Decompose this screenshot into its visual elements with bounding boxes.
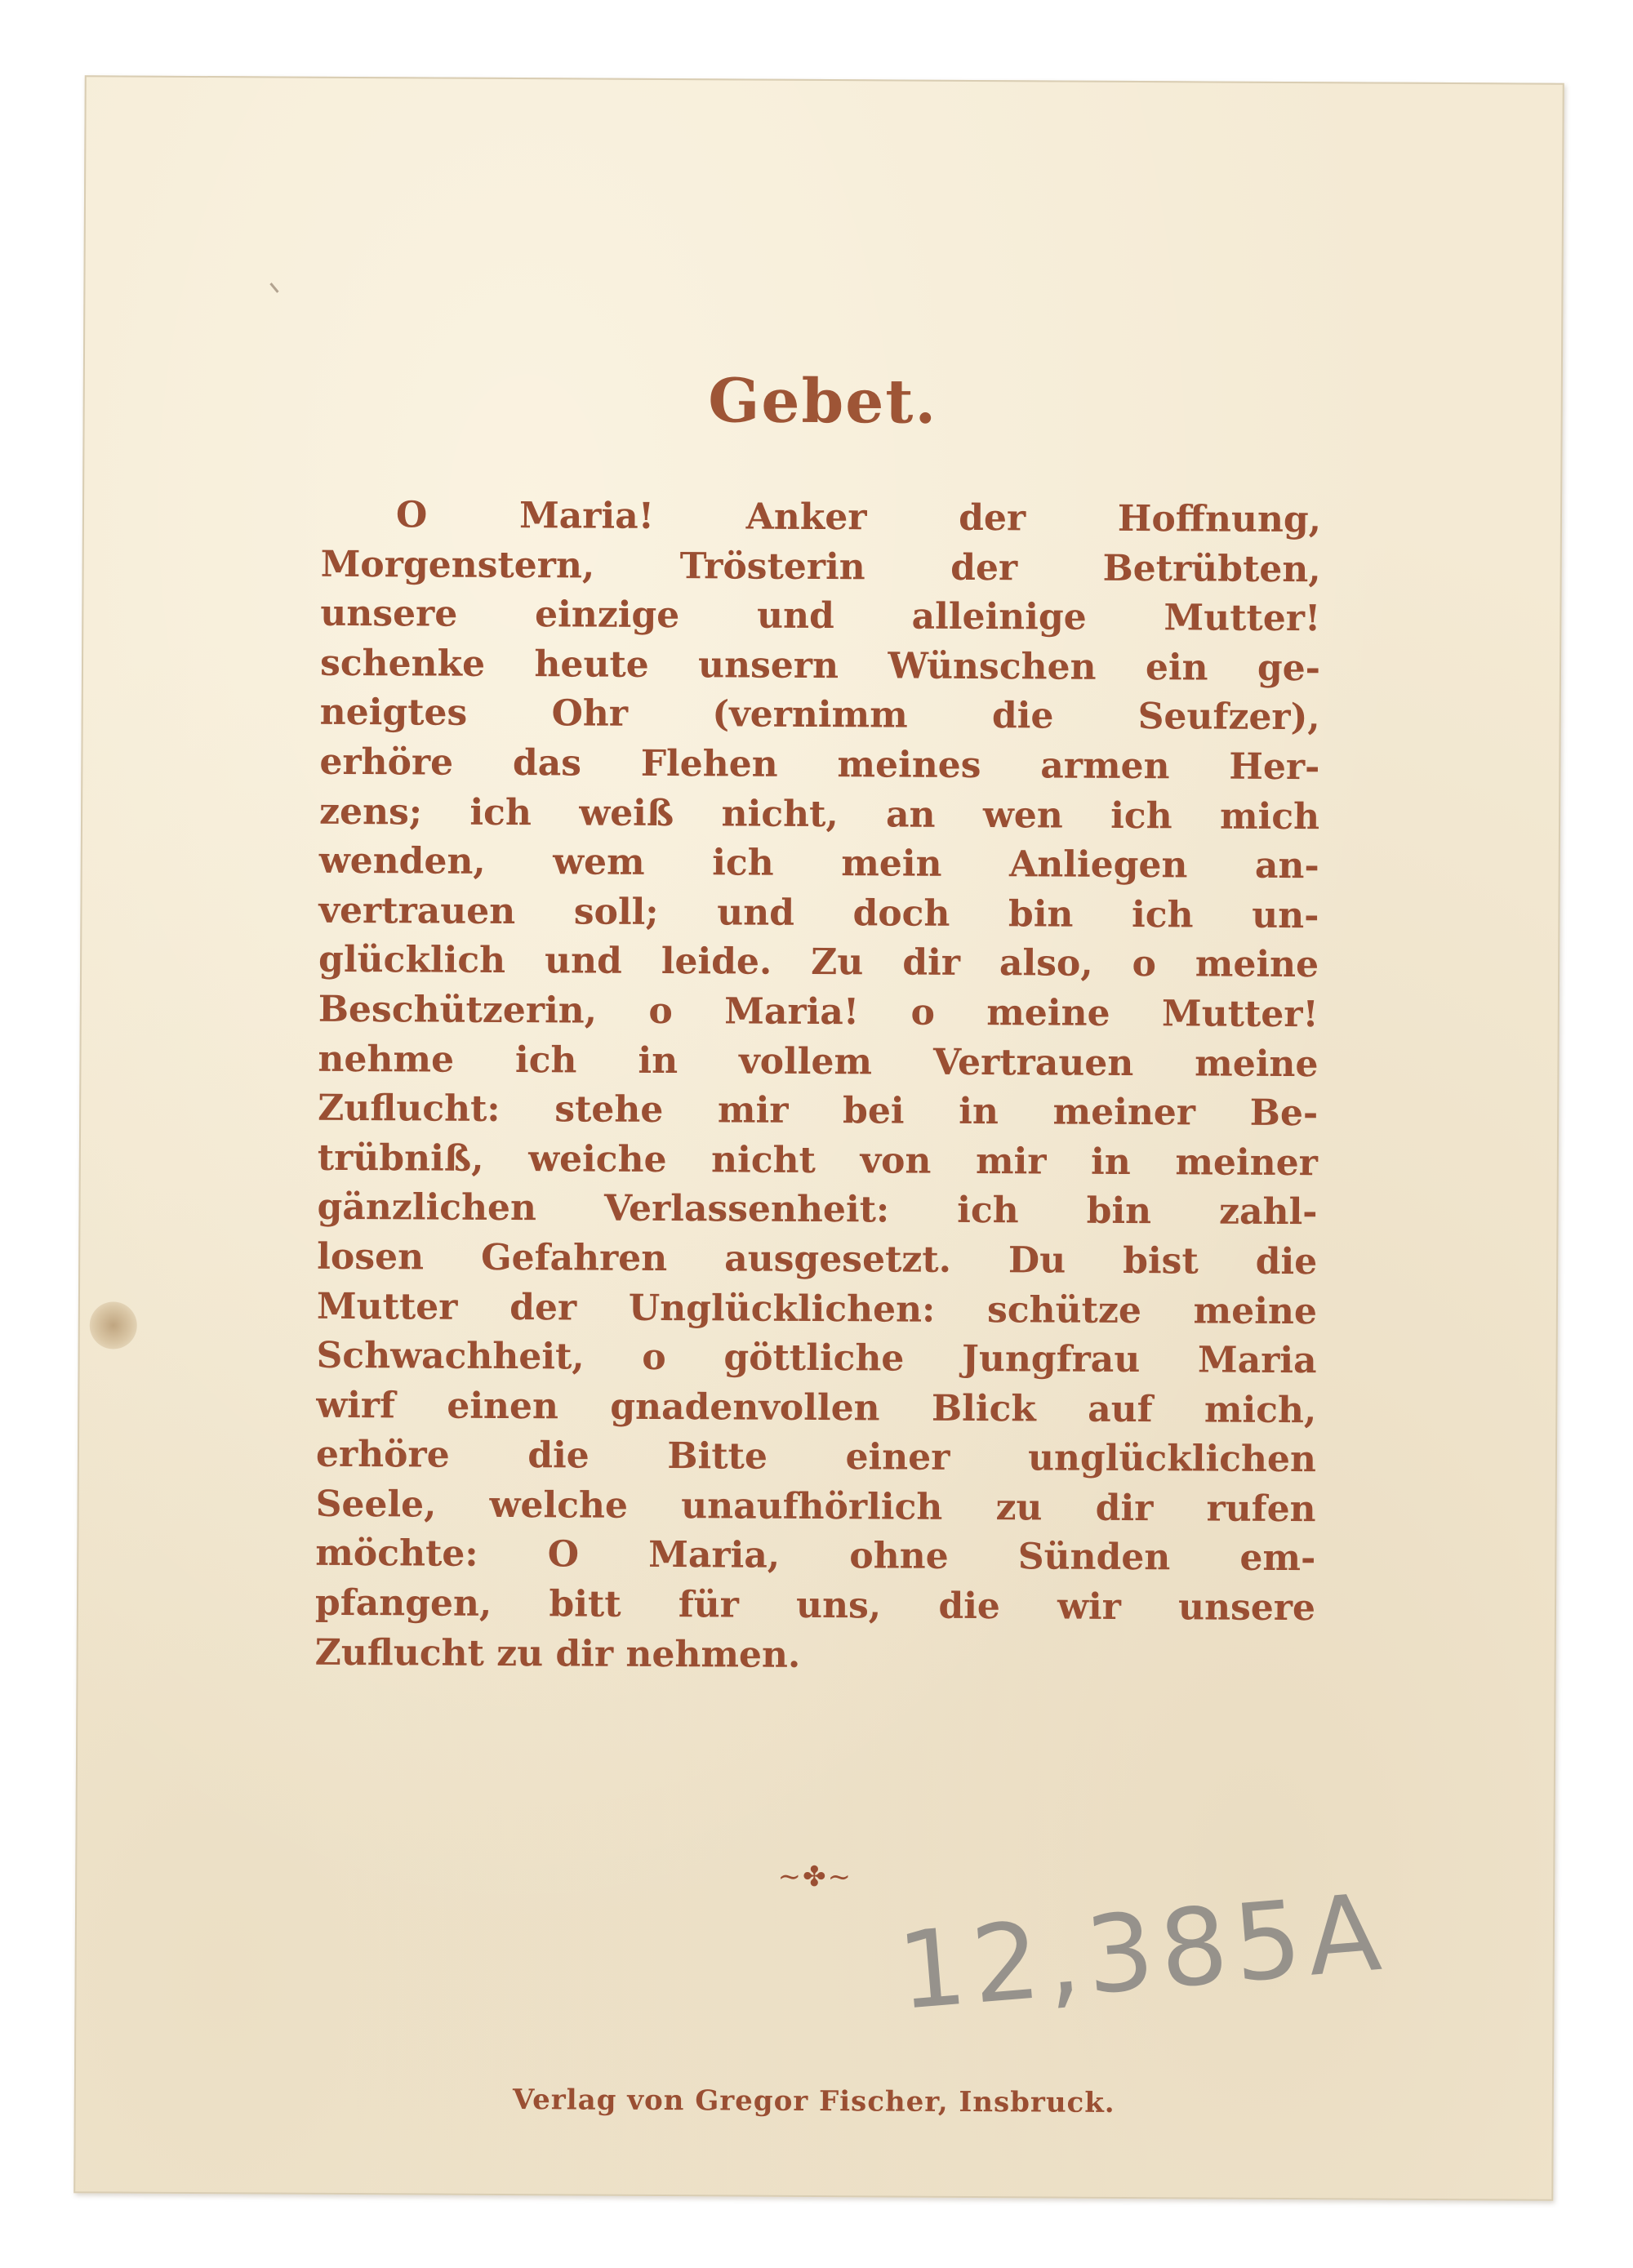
prayer-line: trübniß, weiche nicht von mir in meiner [317, 1136, 1318, 1184]
prayer-line: pfangen, bitt für uns, die wir unsere [314, 1581, 1316, 1630]
prayer-line: Zuflucht zu dir nehmen. [314, 1631, 801, 1676]
prayer-line: neigtes Ohr (vernimm die Seufzer), [319, 692, 1320, 739]
prayer-line: wirf einen gnadenvollen Blick auf mich, [316, 1384, 1317, 1431]
stain-spot [90, 1301, 137, 1349]
inventory-number: 12,385A [893, 1870, 1392, 2034]
prayer-line: Morgenstern, Trösterin der Betrübten, [320, 543, 1321, 590]
ornament-divider: ~✤~ [777, 1860, 853, 1894]
prayer-line: vertrauen soll; und doch bin ich un- [318, 889, 1319, 936]
prayer-line: gänzlichen Verlassenheit: ich bin zahl- [317, 1186, 1318, 1234]
card-title: Gebet. [707, 366, 938, 438]
prayer-line: Mutter der Unglücklichen: schütze meine [316, 1285, 1318, 1332]
prayer-line: nehme ich in vollem Vertrauen meine [318, 1038, 1319, 1085]
prayer-line: glücklich und leide. Zu dir also, o meine [318, 939, 1319, 986]
prayer-line: Zuflucht: stehe mir bei in meiner Be- [318, 1087, 1319, 1135]
prayer-line: losen Gefahren ausgesetzt. Du bist die [317, 1235, 1318, 1283]
prayer-line: möchte: O Maria, ohne Sünden em- [315, 1532, 1316, 1580]
prayer-line: wenden, wem ich mein Anliegen an- [318, 839, 1319, 887]
prayer-line: erhöre das Flehen meines armen Her- [319, 740, 1320, 789]
prayer-line: schenke heute unsern Wünschen ein ge- [319, 642, 1321, 689]
prayer-line: Seele, welche unaufhörlich zu dir rufen [315, 1483, 1316, 1531]
paper-speck [269, 282, 278, 293]
prayer-text [315, 491, 1322, 1683]
prayer-line: Beschützerin, o Maria! o meine Mutter! [318, 988, 1319, 1036]
prayer-line: erhöre die Bitte einer unglücklichen [315, 1434, 1317, 1481]
prayer-line: Schwachheit, o göttliche Jungfrau Maria [316, 1334, 1317, 1382]
prayer-line: O Maria! Anker der Hoffnung, [395, 494, 1322, 541]
prayer-line: zens; ich weiß nicht, an wen ich mich [318, 790, 1320, 838]
publisher-line: Verlag von Gregor Fischer, Insbruck. [512, 2083, 1115, 2119]
prayer-card [73, 75, 1564, 2200]
prayer-line: unsere einzige und alleinige Mutter! [320, 592, 1321, 640]
